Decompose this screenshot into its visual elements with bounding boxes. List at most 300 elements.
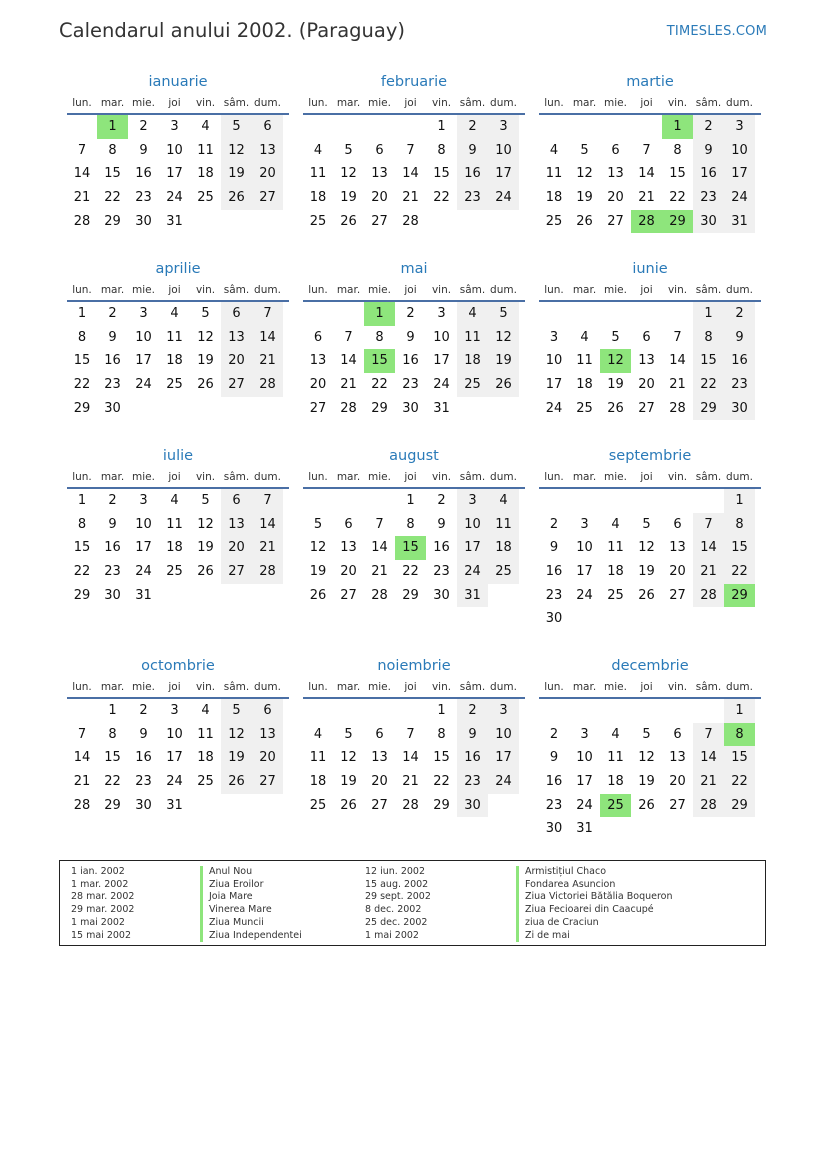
empty-cell	[662, 699, 693, 723]
holiday-date: 1 mar. 2002	[71, 878, 129, 890]
holiday-date: 29 sept. 2002	[365, 891, 431, 903]
empty-cell	[600, 699, 631, 723]
weekday-label: mar.	[100, 284, 125, 296]
weekday-label: mie.	[604, 97, 627, 109]
day-cell: 25	[607, 587, 624, 603]
day-cell: 12	[638, 750, 655, 766]
day-cell: 10	[488, 723, 519, 747]
day-cell: 15	[433, 166, 450, 182]
weekday-label: joi	[404, 97, 417, 109]
day-cell: 15	[724, 536, 755, 560]
day-cell: 17	[135, 353, 152, 369]
day-cell: 12	[309, 540, 327, 556]
day-cell: 3	[139, 493, 148, 508]
day-cell: 16	[433, 540, 450, 556]
weekday-header	[303, 93, 525, 115]
holiday-day-cell: 15	[364, 349, 395, 373]
day-cell: 14	[638, 166, 655, 182]
holiday-day-cell: 15	[395, 536, 426, 560]
weekday-label: sâm.	[223, 284, 250, 296]
empty-cell	[303, 302, 333, 326]
month-name: februarie	[380, 74, 448, 90]
legend-dates-left	[71, 866, 134, 942]
month-octombrie	[67, 655, 289, 817]
day-cell: 9	[693, 139, 724, 163]
weekday-label: mie.	[132, 97, 155, 109]
day-cell: 2	[549, 726, 559, 742]
day-cell: 30	[104, 587, 121, 603]
day-cell: 22	[669, 190, 686, 206]
day-cell: 9	[457, 139, 488, 163]
weekday-label: mie.	[604, 471, 627, 483]
weekday-label: joi	[168, 97, 181, 109]
day-cell: 5	[313, 516, 323, 532]
day-cell: 31	[166, 797, 183, 813]
day-cell: 17	[545, 377, 563, 393]
day-cell: 10	[545, 353, 563, 369]
weekday-label: vin.	[431, 284, 452, 296]
day-cell: 2	[139, 119, 148, 134]
holiday-date: 1 ian. 2002	[71, 866, 125, 877]
day-cell: 17	[135, 540, 152, 556]
day-cell: 30	[433, 587, 450, 603]
day-cell: 23	[724, 373, 755, 397]
day-cell: 18	[545, 190, 563, 206]
day-cell: 6	[221, 302, 252, 326]
day-cell: 31	[166, 213, 183, 229]
day-cell: 2	[724, 302, 755, 326]
holiday-legend	[59, 860, 766, 946]
weekday-header	[303, 677, 525, 699]
day-cell: 6	[252, 699, 283, 723]
day-cell: 1	[437, 119, 446, 134]
day-cell: 4	[313, 142, 323, 158]
day-cell: 5	[642, 726, 651, 742]
day-cell: 9	[108, 516, 117, 532]
day-cell: 2	[108, 493, 117, 508]
day-cell: 7	[252, 489, 283, 513]
day-cell: 20	[340, 564, 357, 580]
weekday-label: sâm.	[695, 681, 722, 693]
day-cell: 25	[166, 377, 183, 393]
day-cell: 5	[642, 516, 651, 532]
day-grid	[67, 489, 285, 607]
month-name: septembrie	[608, 448, 692, 464]
month-noiembrie	[303, 655, 525, 817]
weekday-label: sâm.	[459, 97, 486, 109]
day-cell: 5	[344, 142, 353, 158]
weekday-label: mie.	[368, 97, 391, 109]
weekday-label: lun.	[308, 471, 328, 483]
day-cell: 10	[457, 513, 488, 537]
empty-cell	[395, 115, 426, 139]
day-cell: 21	[252, 536, 283, 560]
day-cell: 4	[488, 489, 519, 513]
day-cell: 21	[638, 190, 655, 206]
weekday-label: dum.	[726, 681, 753, 693]
day-cell: 16	[135, 166, 152, 182]
empty-cell	[662, 302, 693, 326]
day-cell: 8	[406, 516, 415, 532]
day-cell: 6	[344, 516, 353, 532]
day-cell: 25	[166, 564, 183, 580]
weekday-header	[67, 467, 289, 489]
day-cell: 3	[580, 516, 589, 532]
weekday-label: vin.	[667, 97, 688, 109]
weekday-header	[539, 467, 761, 489]
day-cell: 22	[402, 564, 419, 580]
empty-cell	[569, 115, 600, 139]
day-cell: 26	[340, 213, 357, 229]
day-cell: 19	[607, 377, 624, 393]
day-cell: 14	[252, 326, 283, 350]
day-cell: 22	[371, 377, 388, 393]
day-cell: 26	[638, 587, 655, 603]
day-cell: 24	[135, 377, 152, 393]
day-cell: 4	[170, 493, 179, 508]
weekday-label: mar.	[336, 471, 361, 483]
day-cell: 29	[724, 794, 755, 818]
day-cell: 25	[197, 774, 214, 790]
weekday-label: dum.	[490, 284, 517, 296]
day-cell: 31	[457, 584, 488, 608]
empty-cell	[631, 115, 662, 139]
day-cell: 25	[309, 797, 327, 813]
day-cell: 14	[371, 540, 388, 556]
weekday-header	[67, 93, 289, 115]
day-cell: 30	[545, 611, 563, 627]
day-cell: 4	[201, 703, 210, 718]
holiday-day-cell: 12	[600, 349, 631, 373]
weekday-header	[303, 467, 525, 489]
month-iulie	[67, 445, 289, 607]
day-cell: 1	[724, 699, 755, 723]
day-cell: 10	[166, 142, 183, 158]
day-cell: 25	[457, 373, 488, 397]
day-cell: 29	[433, 797, 450, 813]
day-cell: 18	[166, 540, 183, 556]
weekday-label: mie.	[604, 284, 627, 296]
day-cell: 16	[545, 774, 563, 790]
day-cell: 3	[488, 115, 519, 139]
empty-cell	[67, 115, 97, 139]
day-cell: 28	[402, 797, 419, 813]
brand-link[interactable]: TIMESLES.COM	[666, 24, 767, 39]
day-cell: 13	[371, 166, 388, 182]
day-cell: 13	[669, 750, 686, 766]
day-cell: 25	[197, 190, 214, 206]
day-cell: 27	[221, 560, 252, 584]
day-cell: 7	[77, 142, 87, 158]
day-grid	[67, 302, 285, 420]
day-cell: 9	[139, 142, 148, 158]
holiday-name: ziua de Craciun	[516, 917, 673, 930]
day-cell: 26	[221, 770, 252, 794]
day-cell: 13	[221, 326, 252, 350]
day-cell: 30	[693, 210, 724, 234]
day-cell: 3	[139, 306, 148, 321]
day-cell: 9	[406, 329, 415, 345]
day-cell: 31	[433, 400, 450, 416]
day-cell: 21	[693, 560, 724, 584]
empty-cell	[395, 699, 426, 723]
empty-cell	[364, 699, 395, 723]
day-cell: 19	[638, 564, 655, 580]
holiday-name: Ziua Victoriei Bătălia Boqueron	[516, 891, 673, 904]
day-cell: 26	[221, 186, 252, 210]
day-cell: 20	[371, 190, 388, 206]
day-cell: 21	[252, 349, 283, 373]
day-cell: 2	[108, 306, 117, 321]
day-cell: 11	[197, 726, 214, 742]
day-cell: 11	[166, 329, 183, 345]
day-grid	[303, 699, 521, 817]
day-cell: 22	[433, 190, 450, 206]
empty-cell	[631, 489, 662, 513]
holiday-date: 29 mar. 2002	[71, 904, 135, 916]
day-cell: 16	[104, 353, 121, 369]
day-cell: 5	[580, 142, 589, 158]
day-cell: 20	[221, 536, 252, 560]
empty-cell	[600, 115, 631, 139]
day-cell: 24	[135, 564, 152, 580]
day-cell: 13	[669, 540, 686, 556]
month-mai	[303, 258, 525, 420]
day-cell: 24	[166, 190, 183, 206]
day-cell: 24	[433, 377, 450, 393]
day-cell: 16	[402, 353, 419, 369]
day-cell: 24	[488, 770, 519, 794]
weekday-label: sâm.	[223, 471, 250, 483]
day-cell: 23	[135, 190, 152, 206]
month-august	[303, 445, 525, 607]
day-cell: 12	[221, 139, 252, 163]
day-cell: 14	[402, 750, 419, 766]
day-cell: 8	[375, 329, 384, 345]
day-cell: 6	[642, 329, 651, 345]
weekday-label: mar.	[572, 97, 597, 109]
day-cell: 12	[638, 540, 655, 556]
day-cell: 11	[457, 326, 488, 350]
day-cell: 24	[724, 186, 755, 210]
day-cell: 27	[309, 400, 327, 416]
day-cell: 1	[77, 306, 87, 321]
day-cell: 15	[693, 349, 724, 373]
day-cell: 28	[73, 797, 91, 813]
empty-cell	[569, 699, 600, 723]
weekday-label: sâm.	[459, 284, 486, 296]
day-cell: 18	[457, 349, 488, 373]
day-cell: 14	[402, 166, 419, 182]
empty-cell	[539, 115, 569, 139]
day-cell: 19	[221, 746, 252, 770]
day-cell: 23	[402, 377, 419, 393]
day-cell: 9	[437, 516, 446, 532]
weekday-label: joi	[168, 471, 181, 483]
day-grid	[67, 115, 285, 233]
day-cell: 12	[197, 516, 214, 532]
weekday-label: mar.	[572, 284, 597, 296]
day-cell: 18	[488, 536, 519, 560]
day-cell: 13	[252, 139, 283, 163]
day-cell: 1	[693, 302, 724, 326]
day-cell: 29	[402, 587, 419, 603]
weekday-label: dum.	[254, 284, 281, 296]
weekday-label: vin.	[195, 681, 216, 693]
day-cell: 8	[673, 142, 682, 158]
day-cell: 20	[309, 377, 327, 393]
day-cell: 11	[309, 166, 327, 182]
weekday-label: dum.	[254, 681, 281, 693]
month-name: octombrie	[141, 658, 215, 674]
day-cell: 4	[580, 329, 589, 345]
day-cell: 12	[221, 723, 252, 747]
day-cell: 23	[433, 564, 450, 580]
holiday-name: Zi de mai	[516, 930, 673, 943]
day-cell: 1	[724, 489, 755, 513]
weekday-label: vin.	[667, 471, 688, 483]
day-cell: 11	[576, 353, 593, 369]
day-cell: 13	[309, 353, 327, 369]
day-cell: 21	[693, 770, 724, 794]
weekday-label: vin.	[431, 471, 452, 483]
day-cell: 19	[197, 540, 214, 556]
day-cell: 10	[576, 750, 593, 766]
day-cell: 19	[309, 564, 327, 580]
day-cell: 17	[488, 746, 519, 770]
day-cell: 15	[104, 166, 121, 182]
holiday-date: 15 aug. 2002	[365, 878, 429, 890]
day-cell: 2	[406, 306, 415, 321]
day-cell: 15	[73, 353, 91, 369]
day-cell: 19	[576, 190, 593, 206]
month-name: aprilie	[155, 261, 201, 277]
day-cell: 13	[638, 353, 655, 369]
empty-cell	[364, 489, 395, 513]
day-cell: 23	[545, 587, 563, 603]
day-cell: 10	[488, 139, 519, 163]
day-cell: 18	[607, 774, 624, 790]
day-cell: 29	[104, 797, 121, 813]
weekday-label: dum.	[726, 284, 753, 296]
holiday-name: Ziua Independentei	[200, 930, 302, 943]
empty-cell	[539, 302, 569, 326]
weekday-label: vin.	[195, 471, 216, 483]
weekday-label: dum.	[726, 471, 753, 483]
day-cell: 26	[576, 213, 593, 229]
day-cell: 17	[433, 353, 450, 369]
empty-cell	[303, 489, 333, 513]
weekday-label: lun.	[72, 681, 92, 693]
day-cell: 19	[340, 774, 357, 790]
day-cell: 9	[549, 750, 559, 766]
day-cell: 18	[197, 750, 214, 766]
holiday-date: 28 mar. 2002	[71, 891, 135, 903]
day-cell: 12	[197, 329, 214, 345]
holiday-day-cell: 29	[724, 584, 755, 608]
day-cell: 8	[77, 516, 87, 532]
day-cell: 24	[576, 797, 593, 813]
day-cell: 18	[166, 353, 183, 369]
day-cell: 4	[611, 516, 620, 532]
day-cell: 19	[340, 190, 357, 206]
day-cell: 3	[488, 699, 519, 723]
day-cell: 19	[221, 162, 252, 186]
day-cell: 17	[488, 162, 519, 186]
weekday-label: lun.	[72, 97, 92, 109]
day-cell: 10	[135, 329, 152, 345]
day-cell: 28	[73, 213, 91, 229]
weekday-label: mie.	[368, 284, 391, 296]
day-cell: 10	[433, 329, 450, 345]
empty-cell	[600, 302, 631, 326]
day-cell: 22	[73, 377, 91, 393]
day-cell: 4	[457, 302, 488, 326]
day-cell: 20	[252, 162, 283, 186]
weekday-label: lun.	[308, 681, 328, 693]
legend-dates-right	[365, 866, 431, 942]
weekday-header	[67, 280, 289, 302]
day-cell: 8	[693, 326, 724, 350]
day-cell: 31	[576, 821, 593, 837]
day-cell: 22	[104, 190, 121, 206]
day-cell: 17	[166, 750, 183, 766]
day-cell: 6	[313, 329, 323, 345]
weekday-label: sâm.	[459, 471, 486, 483]
weekday-label: joi	[640, 471, 653, 483]
month-name: noiembrie	[377, 658, 451, 674]
day-cell: 16	[457, 162, 488, 186]
day-cell: 11	[166, 516, 183, 532]
holiday-date: 1 mai 2002	[71, 916, 125, 928]
weekday-label: mie.	[604, 681, 627, 693]
weekday-label: mie.	[132, 471, 155, 483]
day-cell: 9	[108, 329, 117, 345]
weekday-label: sâm.	[695, 471, 722, 483]
holiday-date: 8 dec. 2002	[365, 904, 422, 916]
day-cell: 25	[545, 213, 563, 229]
day-cell: 11	[607, 540, 624, 556]
empty-cell	[662, 489, 693, 513]
weekday-header	[539, 280, 761, 302]
day-cell: 16	[693, 162, 724, 186]
holiday-date: 1 mai 2002	[365, 929, 419, 941]
weekday-label: joi	[640, 284, 653, 296]
day-cell: 9	[457, 723, 488, 747]
day-cell: 7	[406, 726, 415, 742]
holiday-day-cell: 25	[600, 794, 631, 818]
day-cell: 4	[611, 726, 620, 742]
day-cell: 27	[669, 797, 686, 813]
day-cell: 10	[135, 516, 152, 532]
holiday-day-cell: 8	[724, 723, 755, 747]
day-cell: 30	[104, 400, 121, 416]
empty-cell	[333, 699, 364, 723]
day-cell: 30	[545, 821, 563, 837]
month-name: iulie	[162, 448, 194, 464]
holiday-date: 15 mai 2002	[71, 929, 132, 941]
day-cell: 29	[104, 213, 121, 229]
day-cell: 26	[197, 564, 214, 580]
day-cell: 21	[371, 564, 388, 580]
day-cell: 8	[437, 142, 446, 158]
day-cell: 25	[576, 400, 593, 416]
day-cell: 17	[166, 166, 183, 182]
weekday-label: mie.	[368, 681, 391, 693]
day-cell: 22	[433, 774, 450, 790]
day-cell: 2	[693, 115, 724, 139]
weekday-label: joi	[404, 284, 417, 296]
